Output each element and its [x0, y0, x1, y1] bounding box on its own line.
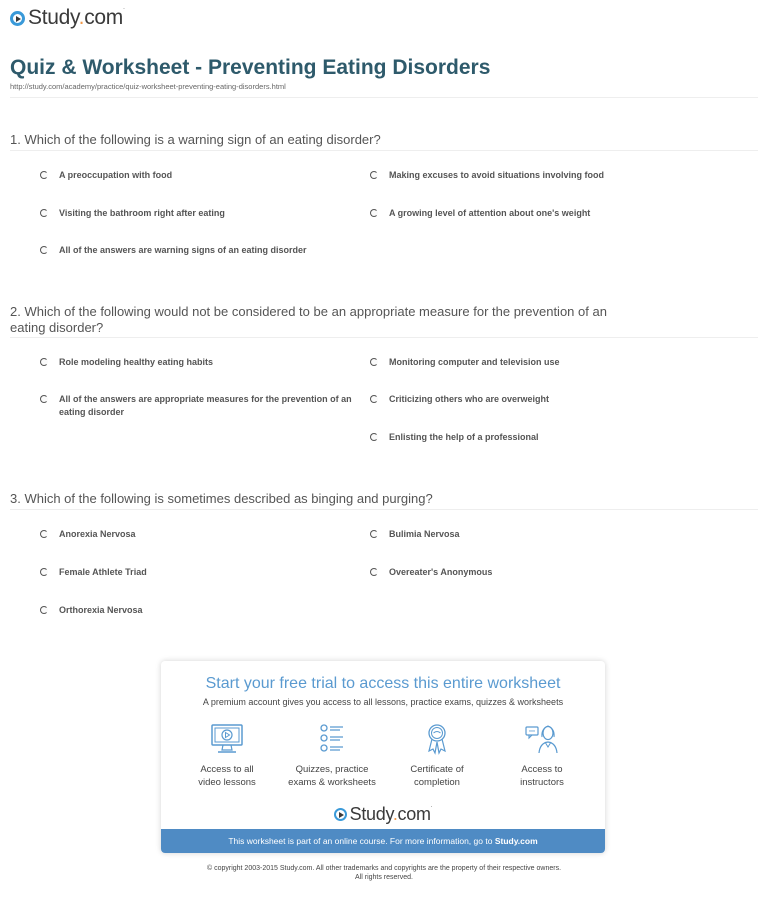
q3-option-1[interactable]: Anorexia Nervosa	[40, 528, 136, 541]
q1-option-4[interactable]: A growing level of attention about one's weight	[370, 207, 590, 220]
radio-icon[interactable]	[370, 171, 378, 179]
question-2-text: 2. Which of the following would not be considered to be an appropriate measure for the prevention of an eating disorder?	[10, 304, 607, 335]
feature-label: Quizzes, practice exams & worksheets	[288, 764, 376, 788]
play-logo-icon	[334, 808, 347, 821]
free-trial-promo	[161, 661, 605, 853]
q1-option-2[interactable]: Making excuses to avoid situations involving food	[370, 169, 604, 182]
q1-option-3[interactable]: Visiting the bathroom right after eating	[40, 207, 225, 220]
certificate-ribbon-icon	[420, 723, 454, 755]
radio-icon[interactable]	[40, 246, 48, 254]
divider	[10, 97, 758, 98]
feature-instructors	[492, 723, 592, 789]
radio-icon[interactable]	[40, 395, 48, 403]
q3-option-5[interactable]: Orthorexia Nervosa	[40, 604, 143, 617]
logo-text: Study.com·	[28, 6, 125, 29]
feature-label: Access to instructors	[520, 764, 564, 788]
course-info-bar: This worksheet is part of an online course. For more information, go to Study.com	[161, 829, 605, 853]
radio-icon[interactable]	[40, 530, 48, 538]
question-1-text: 1. Which of the following is a warning sign of an eating disorder?	[10, 132, 381, 147]
feature-label: Certificate of completion	[410, 764, 464, 788]
divider	[10, 337, 758, 338]
q2-option-4[interactable]: Criticizing others who are overweight	[370, 393, 549, 406]
radio-icon[interactable]	[370, 358, 378, 366]
q1-option-5[interactable]: All of the answers are warning signs of an eating disorder	[40, 244, 307, 257]
radio-icon[interactable]	[40, 209, 48, 217]
q2-option-5[interactable]: Enlisting the help of a professional	[370, 431, 539, 444]
checklist-icon	[315, 723, 349, 755]
q2-option-2[interactable]: Monitoring computer and television use	[370, 356, 560, 369]
copyright-footer: © copyright 2003-2015 Study.com. All other trademarks and copyrights are the property of their respective owners. All rights reserved.	[206, 865, 562, 881]
radio-icon[interactable]	[370, 530, 378, 538]
page-url[interactable]: http://study.com/academy/practice/quiz-worksheet-preventing-eating-disorders.html	[10, 82, 286, 91]
q2-option-3[interactable]: All of the answers are appropriate measures for the prevention of an eating disorder	[40, 393, 355, 419]
feature-video-lessons	[177, 723, 277, 789]
radio-icon[interactable]	[370, 395, 378, 403]
radio-icon[interactable]	[40, 171, 48, 179]
q3-option-4[interactable]: Overeater's Anonymous	[370, 566, 492, 579]
instructor-chat-icon	[525, 723, 559, 755]
radio-icon[interactable]	[40, 358, 48, 366]
promo-subtitle: A premium account gives you access to all lessons, practice exams, quizzes & worksheets	[202, 697, 564, 707]
study-logo[interactable]	[10, 6, 125, 30]
study-link[interactable]: Study.com	[494, 836, 538, 846]
video-monitor-icon	[210, 723, 244, 755]
q2-option-1[interactable]: Role modeling healthy eating habits	[40, 356, 213, 369]
promo-title[interactable]: Start your free trial to access this entire worksheet	[205, 675, 561, 692]
question-3-text: 3. Which of the following is sometimes described as binging and purging?	[10, 491, 433, 506]
feature-label: Access to all video lessons	[198, 764, 256, 788]
radio-icon[interactable]	[40, 606, 48, 614]
radio-icon[interactable]	[370, 209, 378, 217]
radio-icon[interactable]	[370, 568, 378, 576]
promo-study-logo[interactable]: Study.com·	[161, 804, 605, 825]
radio-icon[interactable]	[40, 568, 48, 576]
q1-option-1[interactable]: A preoccupation with food	[40, 169, 172, 182]
q3-option-3[interactable]: Female Athlete Triad	[40, 566, 147, 579]
feature-quizzes	[282, 723, 382, 789]
q3-option-2[interactable]: Bulimia Nervosa	[370, 528, 460, 541]
radio-icon[interactable]	[370, 433, 378, 441]
divider	[10, 509, 758, 510]
play-logo-icon	[10, 11, 25, 26]
divider	[10, 150, 758, 151]
page-title: Quiz & Worksheet - Preventing Eating Disorders	[10, 56, 491, 79]
feature-certificate	[387, 723, 487, 789]
